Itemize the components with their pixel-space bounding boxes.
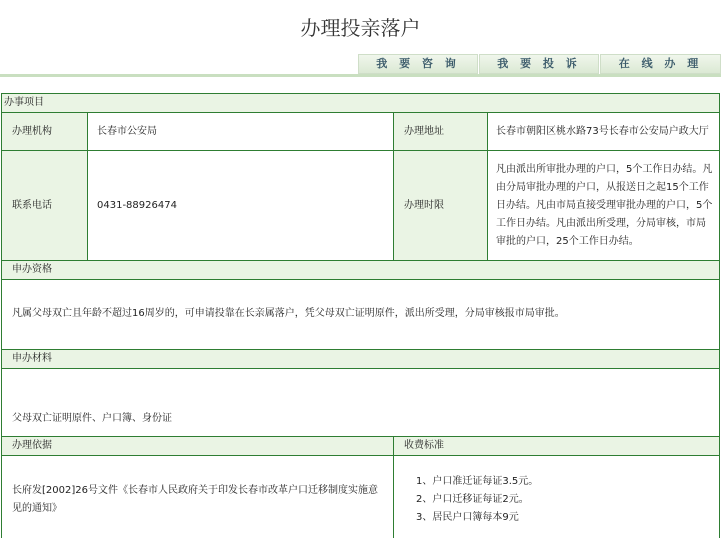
header-divider: [0, 74, 721, 77]
fee-item: 2、户口迁移证每证2元。: [416, 494, 529, 505]
online-service-button[interactable]: 在 线 办 理: [600, 54, 721, 74]
materials-text: 父母双亡证明原件、户口簿、身份证: [2, 369, 720, 437]
deadline-label: 办理时限: [394, 151, 488, 261]
agency-label: 办理机构: [2, 113, 88, 151]
page-title: 办理投亲落户: [300, 16, 421, 40]
fee-item: 1、户口准迁证每证3.5元。: [416, 476, 539, 487]
address-label: 办理地址: [394, 113, 488, 151]
agency-value: 长春市公安局: [88, 113, 394, 151]
section-materials-header: 申办材料: [2, 350, 720, 369]
deadline-value: 凡由派出所审批办理的户口，5个工作日办结。凡由分局审批办理的户口，从报送日之起15个工作日办结。凡由市局直接受理审批办理的户口，5个工作日办结。凡由派出所受理，分局审核，市局审批的户口，25个工作日办结。: [488, 151, 720, 261]
consult-button[interactable]: 我 要 咨 询: [358, 54, 478, 74]
section-fees-header: 收费标准: [394, 437, 720, 456]
complain-button[interactable]: 我 要 投 诉: [479, 54, 599, 74]
section-qualification-header: 申办资格: [2, 261, 720, 280]
qualification-text: 凡属父母双亡且年龄不超过16周岁的，可申请投靠在长亲属落户，凭父母双亡证明原件，派出所受理，分局审核报市局审批。: [2, 280, 720, 350]
address-value: 长春市朝阳区桃水路73号长春市公安局户政大厅: [488, 113, 720, 151]
phone-value: 0431-88926474: [88, 151, 394, 261]
fee-item: 3、居民户口簿每本9元: [416, 512, 519, 523]
phone-label: 联系电话: [2, 151, 88, 261]
fees-list: [394, 456, 720, 538]
section-basis-header: 办理依据: [2, 437, 394, 456]
section-items-header: 办事项目: [2, 94, 720, 113]
basis-text: 长府发[2002]26号文件《长春市人民政府关于印发长春市改革户口迁移制度实施意见的通知》: [2, 456, 394, 538]
service-info-table: [1, 93, 720, 538]
action-bar: [0, 54, 721, 76]
